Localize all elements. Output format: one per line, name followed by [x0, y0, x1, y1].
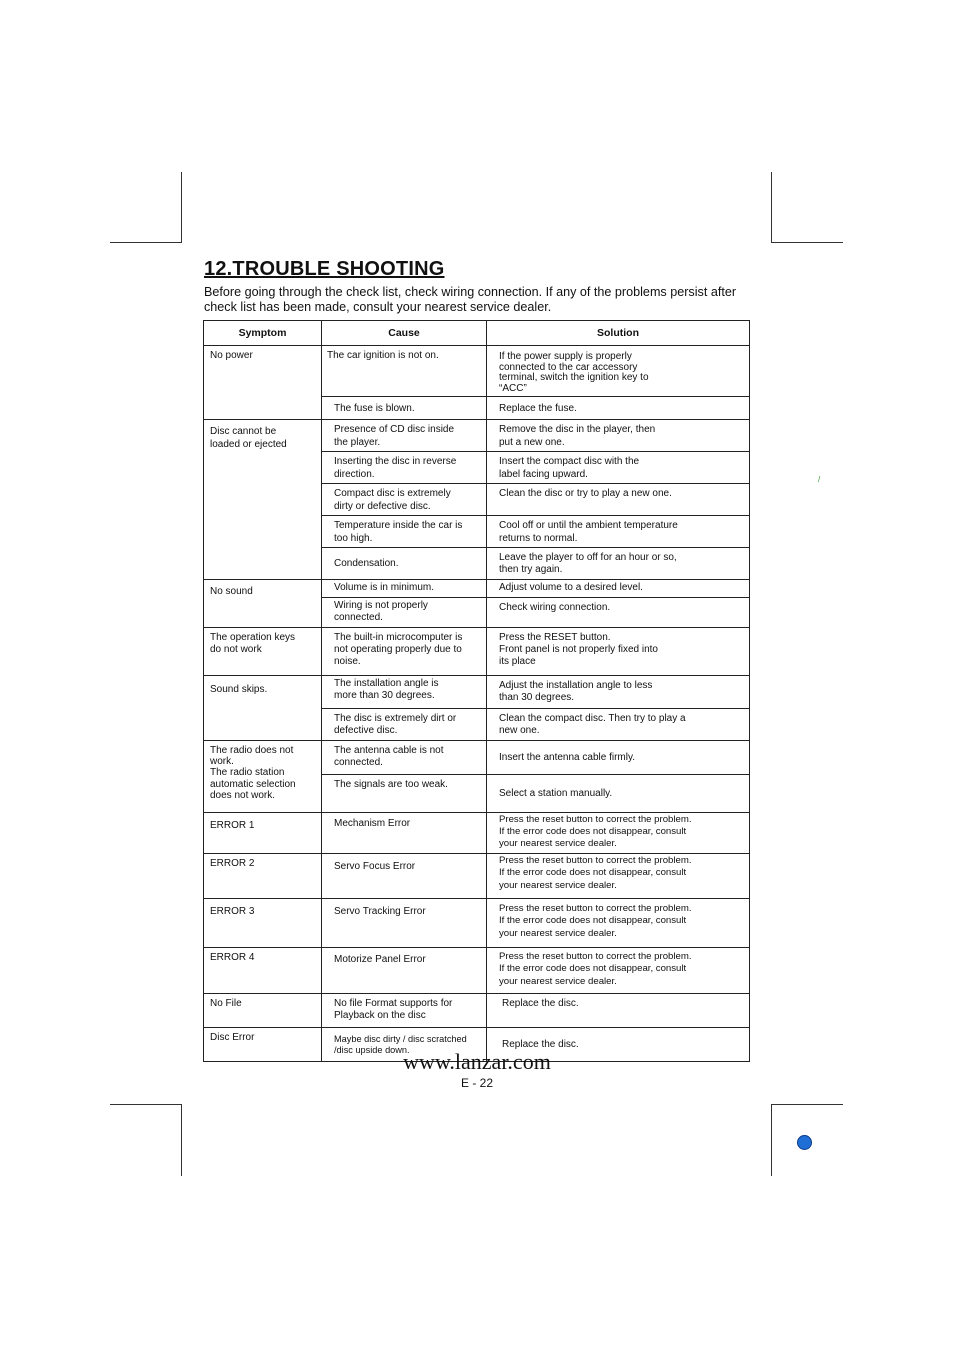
solution-cell: Press the RESET button. Front panel is not properly fixed into its place [487, 627, 750, 675]
table-row [204, 579, 750, 597]
solution-cell: Clean the disc or try to play a new one. [487, 484, 750, 516]
solution-cell: Select a station manually. [487, 774, 750, 812]
header-symptom: Symptom [204, 321, 322, 346]
cause-cell: Compact disc is extremely dirty or defective disc. [322, 484, 487, 516]
cause-cell: The built-in microcomputer is not operating properly due to noise. [322, 627, 487, 675]
cause-cell: Mechanism Error [322, 812, 487, 853]
page-number: E - 22 [460, 1076, 493, 1090]
symptom-cell: Sound skips. [204, 675, 322, 740]
cause-cell: The installation angle is more than 30 degrees. [322, 675, 487, 708]
crop-mark [181, 1104, 182, 1176]
cause-cell: Motorize Panel Error [322, 947, 487, 993]
solution-cell: Leave the player to off for an hour or so, then try again. [487, 548, 750, 580]
cause-cell: Servo Tracking Error [322, 898, 487, 947]
solution-cell: Press the reset button to correct the problem. If the error code does not disappear, consult your nearest service dealer. [487, 853, 750, 898]
crop-mark [771, 242, 843, 243]
symptom-cell: Disc cannot be loaded or ejected [204, 420, 322, 579]
solution-cell: Clean the compact disc. Then try to play a new one. [487, 708, 750, 740]
crop-mark [181, 172, 182, 243]
solution-cell: Press the reset button to correct the problem. If the error code does not disappear, consult your nearest service dealer. [487, 947, 750, 993]
table-row [204, 812, 750, 853]
table-header-row [204, 321, 750, 346]
solution-cell: Press the reset button to correct the problem. If the error code does not disappear, consult your nearest service dealer. [487, 812, 750, 853]
table-row [204, 898, 750, 947]
intro-text: Before going through the check list, check wiring connection. If any of the problems persist after check list has been made, consult your nearest service dealer. [204, 285, 737, 314]
cause-cell: The antenna cable is not connected. [322, 740, 487, 774]
crop-mark [110, 242, 182, 243]
crop-mark [110, 1104, 182, 1105]
solution-cell: Adjust the installation angle to less than 30 degrees. [487, 675, 750, 708]
cause-cell: The signals are too weak. [322, 774, 487, 812]
solution-cell: Remove the disc in the player, then put a new one. [487, 420, 750, 452]
solution-cell: Replace the fuse. [487, 397, 750, 420]
registration-dot-icon [797, 1135, 812, 1150]
cause-cell: The disc is extremely dirt or defective disc. [322, 708, 487, 740]
solution-cell: Check wiring connection. [487, 597, 750, 627]
symptom-cell: No sound [204, 579, 322, 627]
solution-cell: Adjust volume to a desired level. [487, 579, 750, 597]
cause-cell: Presence of CD disc inside the player. [322, 420, 487, 452]
symptom-cell: No power [204, 346, 322, 420]
table-row [204, 346, 750, 397]
solution-cell: Replace the disc. [487, 993, 750, 1027]
cause-cell: Servo Focus Error [322, 853, 487, 898]
crop-mark [771, 172, 772, 243]
cause-cell: Volume is in minimum. [322, 579, 487, 597]
stray-mark: / [818, 475, 821, 484]
solution-cell: Press the reset button to correct the problem. If the error code does not disappear, consult your nearest service dealer. [487, 898, 750, 947]
symptom-cell: ERROR 1 [204, 812, 322, 853]
cause-cell: Maybe disc dirty / disc scratched /disc upside down. [322, 1027, 487, 1061]
table-row [204, 420, 750, 452]
symptom-cell: No File [204, 993, 322, 1027]
header-cause: Cause [322, 321, 487, 346]
cause-cell: Condensation. [322, 548, 487, 580]
solution-cell: Replace the disc. [487, 1027, 750, 1061]
symptom-cell: ERROR 3 [204, 898, 322, 947]
cause-cell: No file Format supports for Playback on the disc [322, 993, 487, 1027]
table-row [204, 947, 750, 993]
table-row [204, 993, 750, 1027]
troubleshooting-table [203, 320, 750, 1062]
cause-cell: The car ignition is not on. [322, 346, 487, 397]
solution-cell: If the power supply is properly connected to the car accessory terminal, switch the ignition key to “ACC” [487, 346, 750, 397]
cause-cell: Wiring is not properly connected. [322, 597, 487, 627]
table-row [204, 627, 750, 675]
symptom-cell: ERROR 2 [204, 853, 322, 898]
crop-mark [771, 1104, 772, 1176]
cause-cell: Inserting the disc in reverse direction. [322, 452, 487, 484]
header-solution: Solution [487, 321, 750, 346]
symptom-cell: The radio does not work. The radio station automatic selection does not work. [204, 740, 322, 812]
table-row [204, 740, 750, 774]
table-row [204, 675, 750, 708]
page-title: 12.TROUBLE SHOOTING [204, 258, 445, 280]
solution-cell: Insert the antenna cable firmly. [487, 740, 750, 774]
solution-cell: Insert the compact disc with the label facing upward. [487, 452, 750, 484]
solution-cell: Cool off or until the ambient temperature returns to normal. [487, 516, 750, 548]
table-row [204, 853, 750, 898]
crop-mark [771, 1104, 843, 1105]
cause-cell: The fuse is blown. [322, 397, 487, 420]
symptom-cell: ERROR 4 [204, 947, 322, 993]
cause-cell: Temperature inside the car is too high. [322, 516, 487, 548]
symptom-cell: Disc Error [204, 1027, 322, 1061]
website-url: www.lanzar.com [403, 1049, 551, 1074]
symptom-cell: The operation keys do not work [204, 627, 322, 675]
